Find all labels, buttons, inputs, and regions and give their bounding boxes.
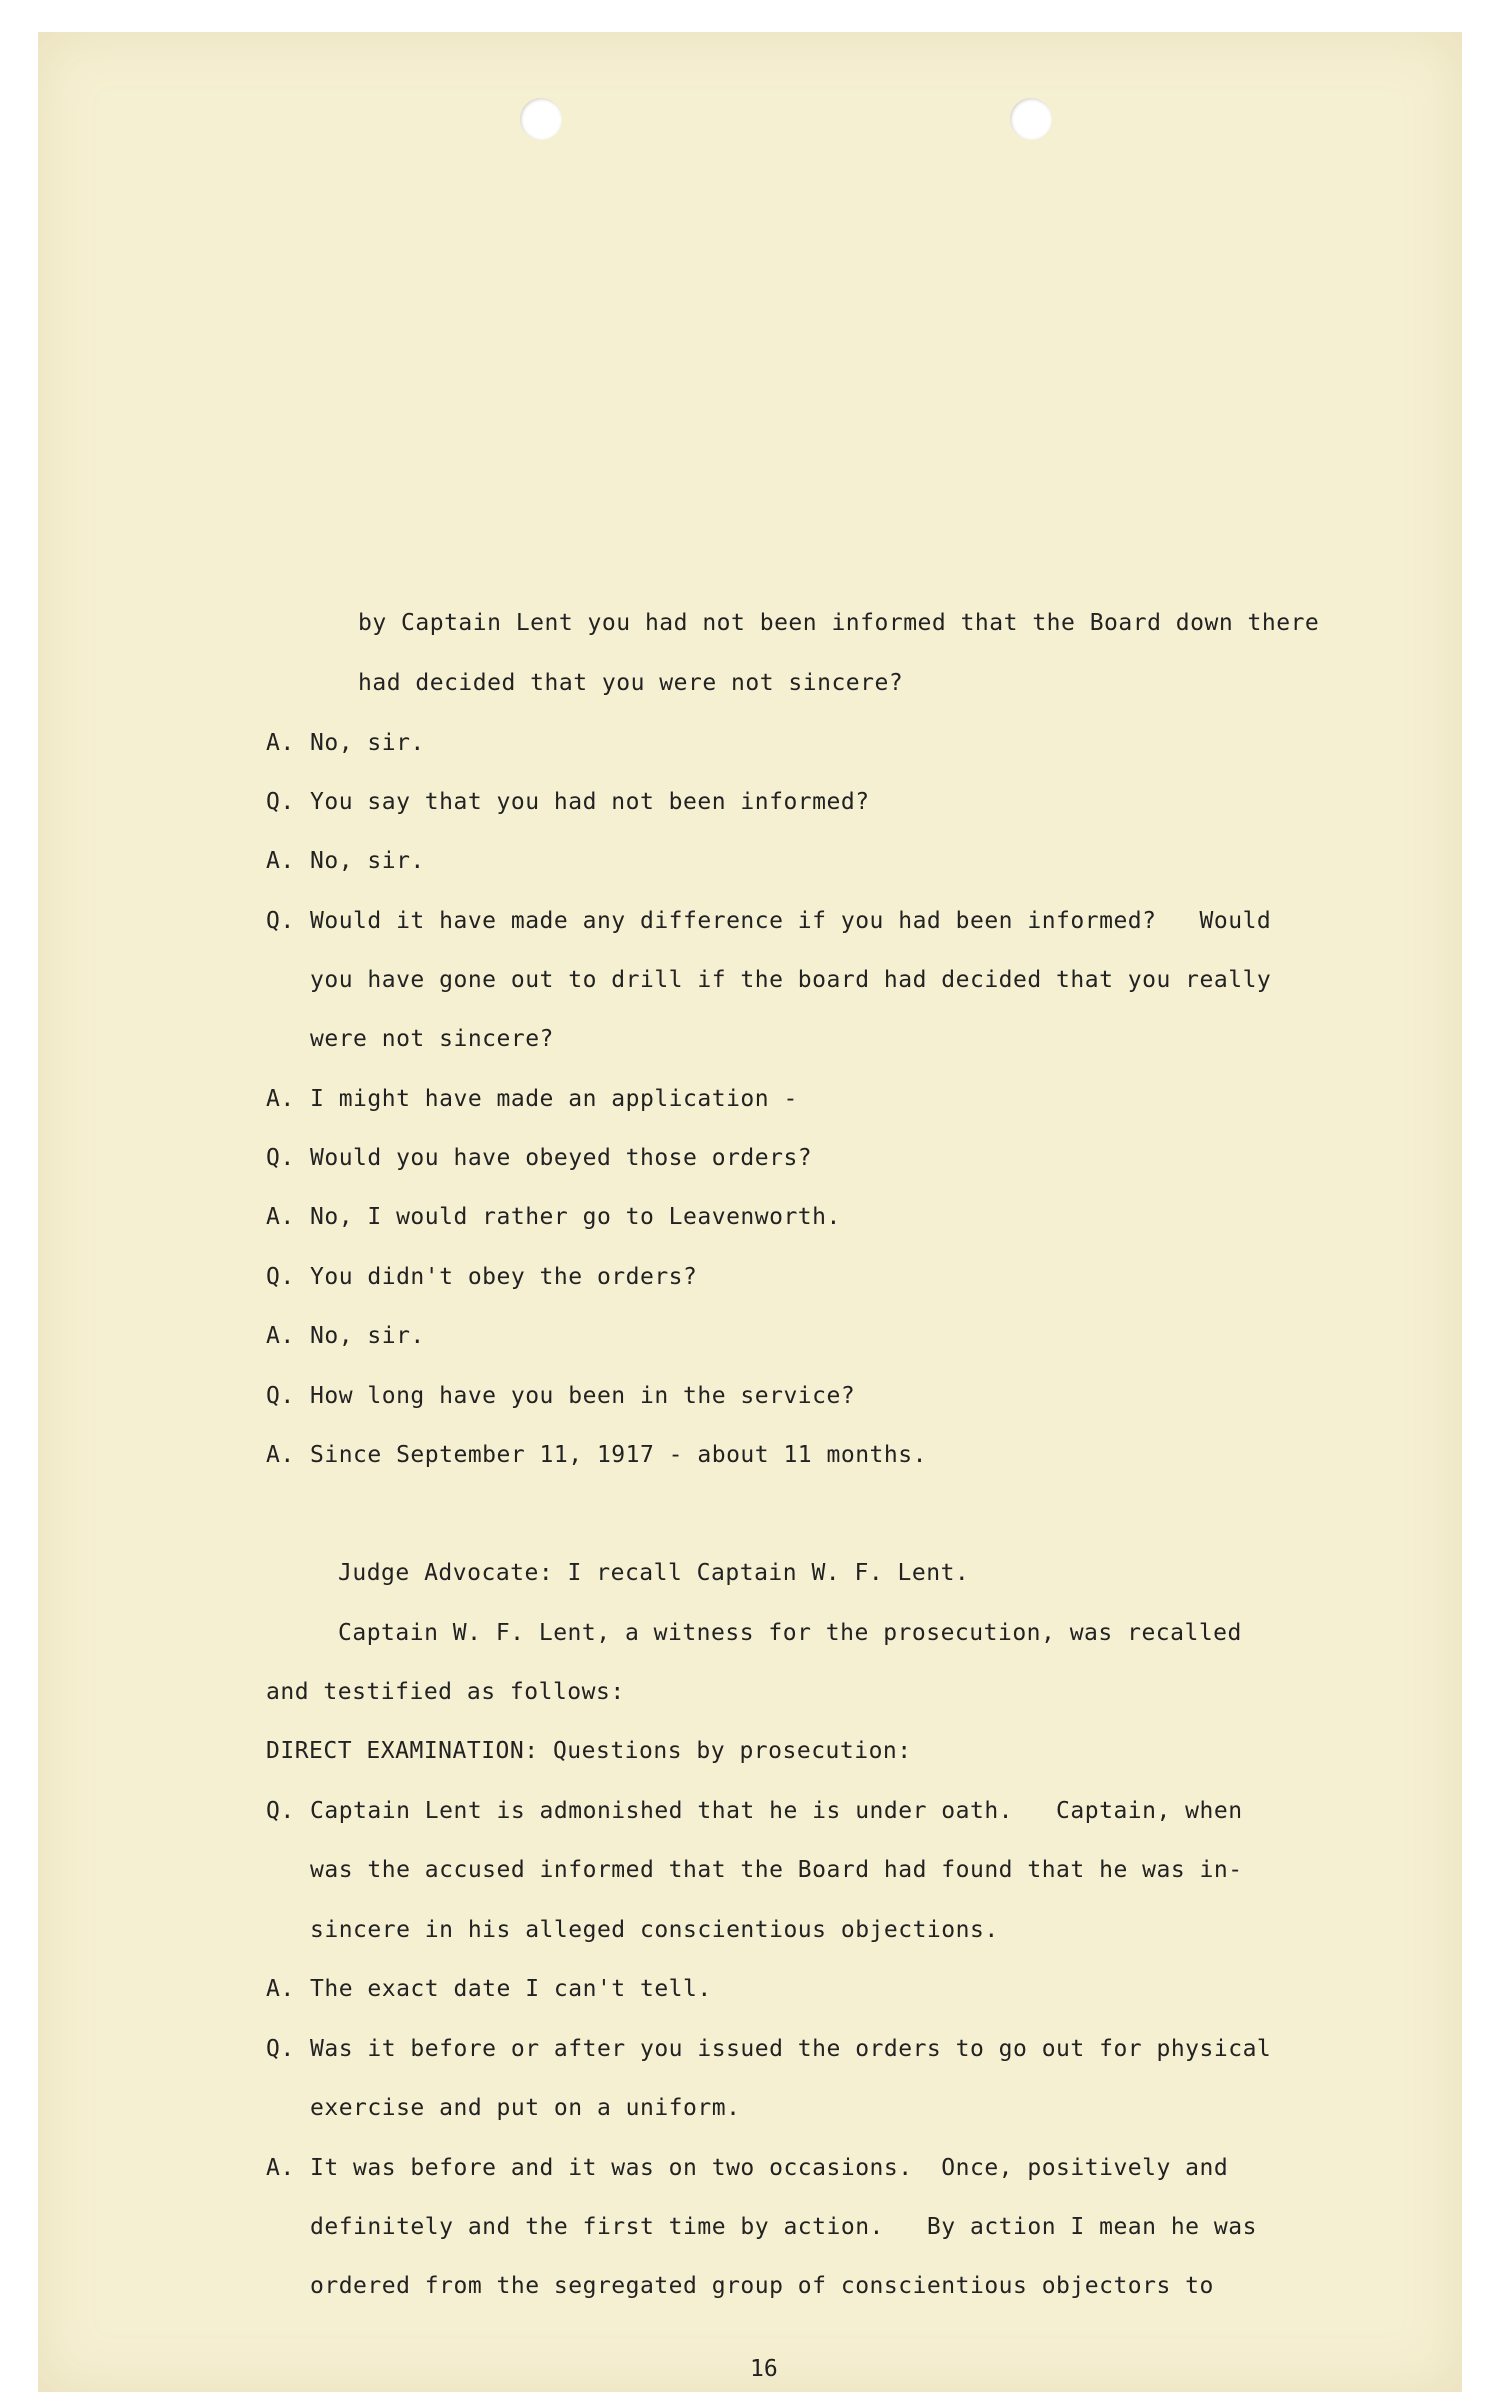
- witness-line: and testified as follows:: [266, 1679, 625, 1705]
- transcript-line: ordered from the segregated group of conscientious objectors to: [310, 2273, 1214, 2299]
- transcript-line: A. No, I would rather go to Leavenworth.: [266, 1204, 841, 1230]
- transcript-line: A. The exact date I can't tell.: [266, 1976, 712, 2002]
- transcript-line: A. No, sir.: [266, 730, 425, 756]
- transcript-line: A. No, sir.: [266, 848, 425, 874]
- direct-examination-heading: DIRECT EXAMINATION: Questions by prosecution:: [266, 1738, 912, 1764]
- witness-line: Captain W. F. Lent, a witness for the prosecution, was recalled: [338, 1620, 1242, 1646]
- transcript-line: you have gone out to drill if the board had decided that you really: [310, 967, 1272, 993]
- transcript-line: by Captain Lent you had not been informed that the Board down there: [358, 610, 1320, 636]
- transcript-line: definitely and the first time by action. By action I mean he was: [310, 2214, 1257, 2240]
- transcript-line: Q. You didn't obey the orders?: [266, 1264, 698, 1290]
- transcript-line: was the accused informed that the Board had found that he was in-: [310, 1857, 1243, 1883]
- transcript-line: sincere in his alleged conscientious objections.: [310, 1917, 999, 1943]
- transcript-line: had decided that you were not sincere?: [358, 670, 904, 696]
- transcript-line: A. No, sir.: [266, 1323, 425, 1349]
- transcript-line: A. Since September 11, 1917 - about 11 months.: [266, 1442, 927, 1468]
- recall-line: Judge Advocate: I recall Captain W. F. Lent.: [338, 1560, 970, 1586]
- transcript-line: were not sincere?: [310, 1026, 554, 1052]
- transcript-line: Q. Would you have obeyed those orders?: [266, 1145, 813, 1171]
- transcript-line: exercise and put on a uniform.: [310, 2095, 741, 2121]
- transcript-line: Q. You say that you had not been informed?: [266, 789, 870, 815]
- page-number: 16: [750, 2356, 778, 2382]
- transcript-line: Q. Captain Lent is admonished that he is under oath. Captain, when: [266, 1798, 1243, 1824]
- transcript-line: Q. Was it before or after you issued the orders to go out for physical: [266, 2036, 1272, 2062]
- transcript-line: Q. How long have you been in the service?: [266, 1383, 856, 1409]
- transcript-line: Q. Would it have made any difference if you had been informed? Would: [266, 908, 1272, 934]
- transcript-line: A. It was before and it was on two occasions. Once, positively and: [266, 2155, 1229, 2181]
- transcript-body: [38, 32, 1462, 2392]
- document-page: [38, 32, 1462, 2392]
- transcript-line: A. I might have made an application -: [266, 1086, 798, 1112]
